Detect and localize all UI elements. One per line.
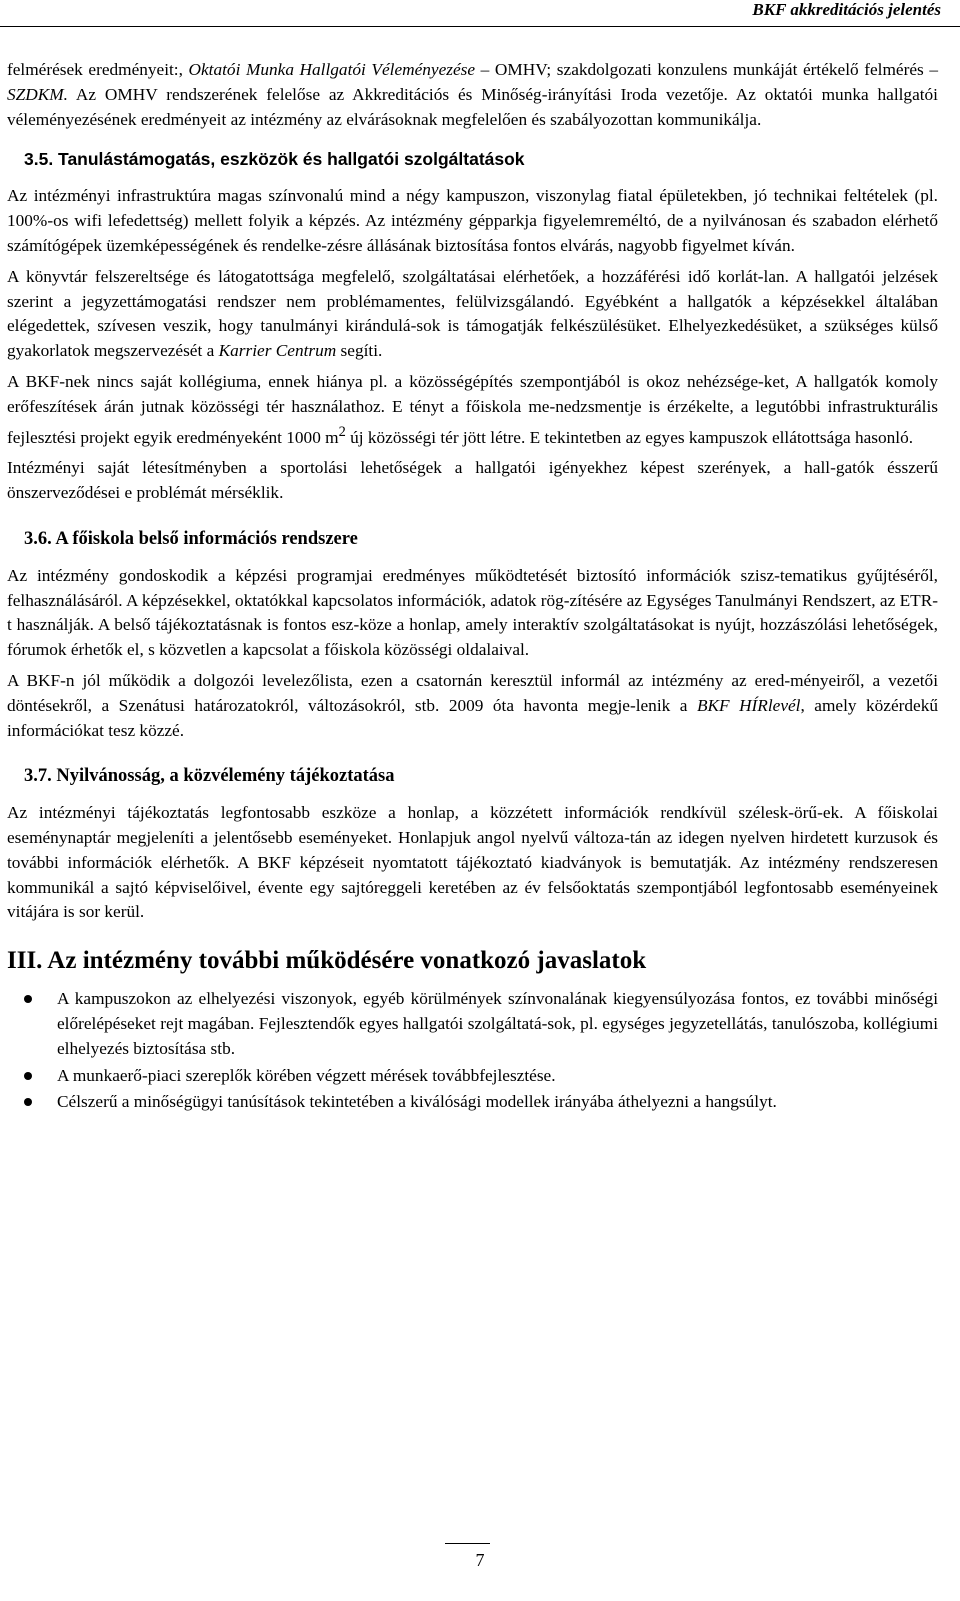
s36-paragraph-1: Az intézmény gondoskodik a képzési programjai eredményes működtetését biztosító információk szisz-tematikus gyűjtéséről, felhasználásáról. A képzésekkel, oktatókkal kapcsolatos információk, adatok rög-zítésére az Egységes Tanulmányi Rendszert, az ETR-t használják. A belső tájékoztatásnak is fontos esz-köze a honlap, amely interaktív szolgáltatásokat is nyújt, hozzászólási lehetőségek, fórumok érhetők el, s közvetlen a kapcsolat a főiskola közösségi oldalaival. <box>7 565 938 660</box>
s35-p2-text-2: segíti. <box>336 341 383 361</box>
list-item-text: Célszerű a minőségügyi tanúsítások tekintetében a kiválósági modellek irányába áthelyezni a hangsúlyt. <box>57 1092 777 1112</box>
section-heading-3-7: 3.7. Nyilvánosság, a közvélemény tájékoztatása <box>24 766 395 787</box>
s35-p2-emphasis: Karrier Centrum <box>218 341 337 361</box>
section-heading-3-6: 3.6. A főiskola belső információs rendszere <box>24 528 358 549</box>
s37-paragraph-1: Az intézményi tájékoztatás legfontosabb eszköze a honlap, a közzétett információk rendkívül szélesk-örű-ek. A főiskolai eseménynaptár megjeleníti a jelentősebb eseményeket. Honlapjuk angol nyelvű változa-tán az idegen nyelven hirdetett kurzusok és további információk elérhetők. A BKF képzéseit nyomtatott tájékoztató kiadványok is bemutatják. Az intézmény rendszeresen kommunikál a sajtó képviselőivel, évente egy sajtóreggeli keretében az év felsőoktatás szempontjából legfontosabb eseményeinek vitájára is sor kerül. <box>7 803 938 922</box>
intro-emphasis-omhv: Oktatói Munka Hallgatói Véleményezése <box>188 60 476 79</box>
s36-p2-text-1: A BKF-n jól működik a dolgozói levelezőlista, ezen a csatornán keresztül informál az intézmény az ered-ményeiről, a vezetői döntésekről, a Szenátusi határozatokról, változásokról, stb. 2009 óta havonta megje-lenik a <box>7 670 938 715</box>
s36-p2-emphasis: BKF HÍRlevél <box>696 695 801 715</box>
s36-paragraph-2 <box>7 669 938 743</box>
s35-paragraph-3 <box>7 370 938 450</box>
s35-paragraph-1: Az intézményi infrastruktúra magas színvonalú mind a négy kampuszon, viszonylag fiatal épületekben, jó technikai feltételek (pl. 100%-os wifi lefedettség) mellett folyik a képzés. Az intézmény gépparkja figyelemreméltó, de a nyilvánosan és szabadon elérhető számítógépek üzemképességének és rendelke-zésre állásának biztosítása fontos elvárás, nagyobb figyelmet kíván. <box>7 186 938 255</box>
page-number-rule <box>445 1543 490 1544</box>
intro-text-2: – OMHV; szakdolgozati konzulens munkáját értékelő felmérés – <box>475 60 938 79</box>
intro-emphasis-szdkm: SZDKM. <box>7 84 68 104</box>
recommendations-list <box>7 987 938 1115</box>
s36-p2-text-2: , amely közérdekű információkat tesz közzé. <box>7 695 938 740</box>
intro-text-1: felmérések eredményeit:, <box>7 60 189 79</box>
s35-p3-text-1: A BKF-nek nincs saját kollégiuma, ennek hiánya pl. a közösségépítés szempontjából is okoz nehézsége-ket, A hallgatók komoly erőfeszítések árán jutnak közösségi tér használathoz. E tényt a főiskola me-nedzsmentje is érzékelte, a legutóbbi infrastrukturális fejlesztési projekt egyik eredményeként 1000 m <box>7 371 938 447</box>
intro-text-3: Az OMHV rendszerének felelőse az Akkreditációs és Minőség-irányítási Iroda vezetője. Az oktatói munka hallgatói véleményezésének eredményeit az intézmény az elvárásoknak megfelelően és szabályozottan kommunikálja. <box>7 84 938 129</box>
s35-p3-superscript: 2 <box>338 423 346 440</box>
s35-p3-text-2: új közösségi tér jött létre. E tekintetben az egyes kampuszok ellátottsága hasonló. <box>345 427 914 447</box>
list-item-text: A kampuszokon az elhelyezési viszonyok, egyéb körülmények színvonalának kiegyensúlyozása fontos, ez további minőségi előrelépéseket rejt magában. Fejlesztendők egyes hallgatói szolgáltatá-sok, pl. egységes jegyzetellátás, tanulószoba, kollégiumi elhelyezés biztosítása stb. <box>57 989 938 1058</box>
document-body <box>7 58 938 1117</box>
list-item <box>7 1064 938 1089</box>
bullet-icon <box>24 1072 32 1080</box>
chapter-heading-iii: III. Az intézmény további működésére vonatkozó javaslatok <box>7 947 647 975</box>
bullet-icon <box>24 995 32 1003</box>
section-heading-3-5: 3.5. Tanulástámogatás, eszközök és hallgatói szolgáltatások <box>24 149 525 170</box>
s35-paragraph-2 <box>7 265 938 364</box>
running-header: BKF akkreditációs jelentés <box>752 0 941 19</box>
header-divider <box>0 26 960 27</box>
bullet-icon <box>24 1098 32 1106</box>
s35-p2-text-1: A könyvtár felszereltsége és látogatottsága megfelelő, szolgáltatásai elérhetőek, a hozzáférési idő korlát-lan. A hallgatói jelzések szerint a jegyzettámogatási rendszer nem problémamentes, felülvizsgálandó. Egyébként a hallgatók a képzésekkel általában elégedettek, szívesen veszik, hogy tanulmányi kirándulá-sok is támogatják felkészülésüket. Elhelyezkedésüket, a szükséges külső gyakorlatok megszervezését a <box>7 266 938 361</box>
list-item <box>7 1090 938 1115</box>
list-item <box>7 987 938 1061</box>
s35-paragraph-4: Intézményi saját létesítményben a sportolási lehetőségek a hallgatói igényekhez képest szerények, a hall-gatók ésszerű önszerveződései e problémát mérséklik. <box>7 458 938 502</box>
list-item-text: A munkaerő-piaci szereplők körében végzett mérések továbbfejlesztése. <box>57 1065 556 1085</box>
intro-paragraph <box>7 58 938 132</box>
page-number: 7 <box>475 1550 485 1570</box>
